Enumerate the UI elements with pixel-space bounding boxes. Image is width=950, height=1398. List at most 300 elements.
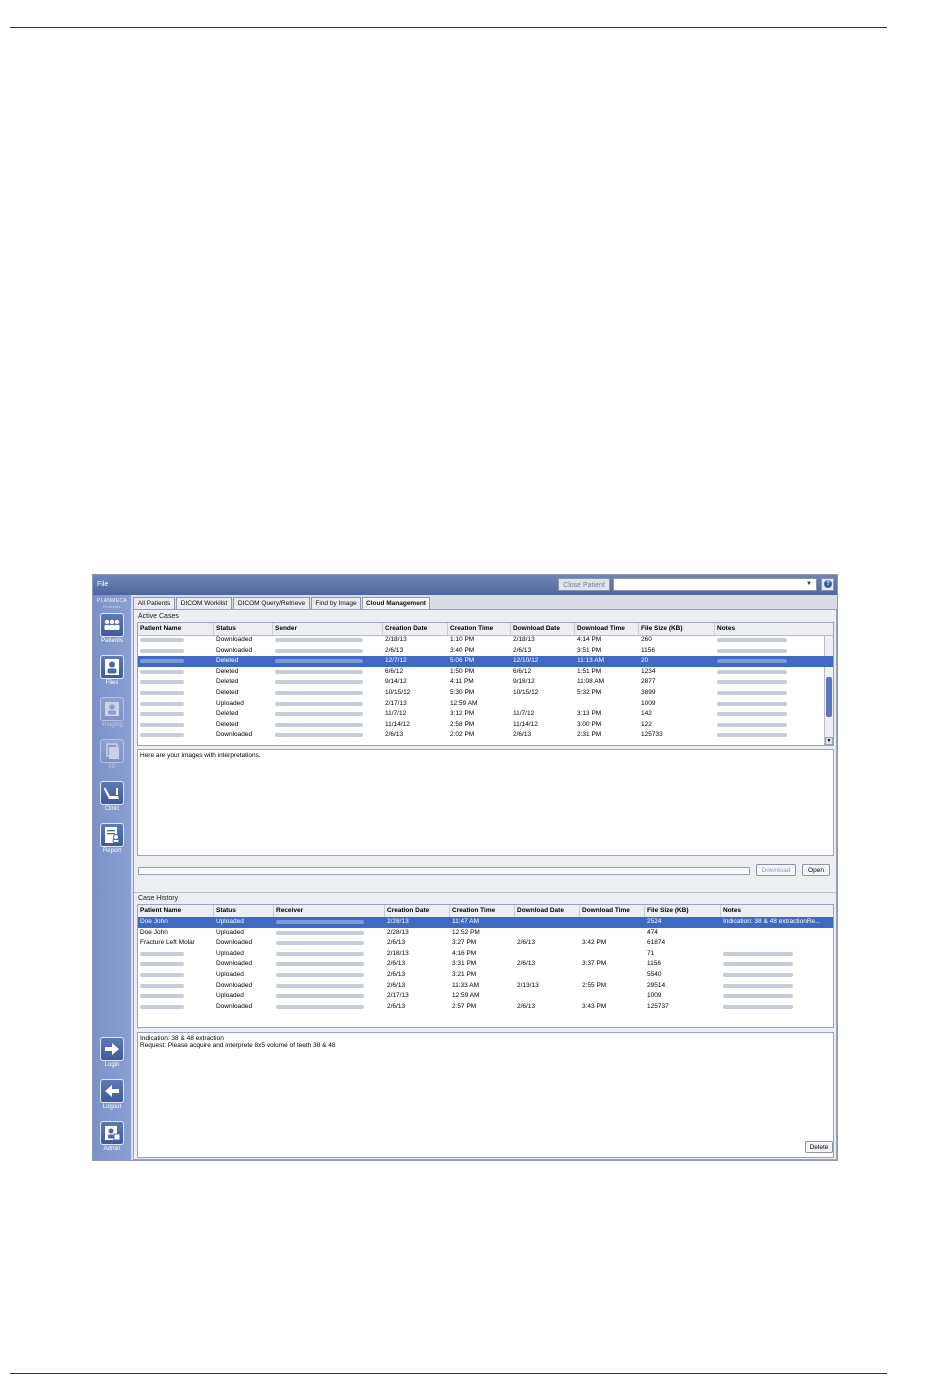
table-cell: [138, 677, 214, 688]
table-cell: 20: [641, 657, 649, 665]
table-cell: Downloaded: [216, 636, 253, 643]
sidebar-item-logout[interactable]: Logout: [93, 1079, 131, 1110]
scroll-down-icon[interactable]: ▼: [826, 738, 832, 744]
table-cell: [721, 991, 834, 1002]
table-cell: 3:43 PM: [582, 1002, 607, 1010]
table-cell: 474: [647, 928, 658, 936]
column-header[interactable]: Download Date: [515, 905, 580, 917]
redacted-text: [140, 659, 184, 663]
redacted-text: [275, 712, 363, 716]
table-cell: 2524: [647, 918, 662, 925]
redacted-text: [140, 973, 184, 977]
sidebar-item-files[interactable]: Files: [93, 655, 131, 686]
table-cell: 2:02 PM: [450, 731, 475, 739]
table-cell: Uploaded: [216, 928, 244, 936]
table-row[interactable]: [138, 699, 833, 710]
table-cell: [138, 959, 214, 970]
table-cell: [138, 1002, 214, 1013]
admin-icon: [100, 1121, 124, 1145]
table-cell: [274, 959, 385, 970]
patients-icon: [100, 613, 124, 637]
table-cell: 12:59 AM: [450, 699, 478, 707]
table-cell: 2/6/13: [387, 981, 406, 989]
table-cell: 4:16 PM: [452, 949, 477, 957]
table-cell: [721, 938, 834, 949]
column-header[interactable]: Patient Name: [138, 905, 214, 917]
table-cell: 2/17/13: [385, 699, 407, 707]
table-cell: 12:59 AM: [452, 992, 480, 1000]
column-header[interactable]: Notes: [721, 905, 834, 917]
download-progress-bar: [138, 867, 750, 875]
table-row[interactable]: [138, 970, 833, 981]
sidebar-item-admin[interactable]: Admin: [93, 1121, 131, 1152]
table-cell: [138, 949, 214, 960]
table-cell: 12:52 PM: [452, 928, 480, 936]
table-row[interactable]: [138, 667, 833, 678]
redacted-text: [276, 984, 364, 988]
table-cell: [138, 646, 214, 657]
table-cell: 2/6/13: [517, 1002, 536, 1010]
table-cell: Downloaded: [216, 939, 253, 947]
table-cell: 3:00 PM: [577, 720, 602, 728]
report-icon: [100, 823, 124, 847]
redacted-text: [275, 733, 363, 737]
table-cell: Downloaded: [216, 646, 253, 654]
table-cell: 1:10 PM: [450, 636, 475, 643]
table-cell: [580, 991, 645, 1002]
section-divider: [134, 892, 836, 893]
redacted-text: [717, 638, 787, 642]
table-cell: [715, 699, 834, 710]
table-cell: 2877: [641, 678, 656, 686]
table-cell: [138, 656, 214, 667]
message-line: Indication: 38 & 48 extraction: [140, 1035, 224, 1042]
column-header[interactable]: Download Date: [511, 623, 575, 635]
logout-arrow-icon: [100, 1079, 124, 1103]
redacted-text: [276, 931, 364, 935]
table-cell: [138, 688, 214, 699]
imaging-icon: [100, 697, 124, 721]
active-case-message[interactable]: Here are your images with interpretations.: [137, 749, 834, 856]
table-cell: 1:51 PM: [577, 667, 602, 675]
table-row[interactable]: [138, 688, 833, 699]
table-cell: [580, 970, 645, 981]
table-cell: Downloaded: [216, 981, 253, 989]
table-cell: [515, 928, 580, 939]
table-cell: [273, 688, 383, 699]
redacted-text: [276, 920, 364, 924]
sidebar: [93, 595, 131, 1160]
table-cell: 125737: [647, 1002, 669, 1010]
table-cell: [580, 928, 645, 939]
table-cell: [273, 720, 383, 731]
table-cell: [138, 991, 214, 1002]
table-cell: 5540: [647, 971, 662, 978]
table-cell: Uploaded: [216, 992, 244, 1000]
table-cell: [273, 646, 383, 657]
redacted-text: [275, 691, 363, 695]
table-cell: 29514: [647, 981, 666, 989]
table-cell: [274, 917, 385, 928]
tab-cloud-management[interactable]: Cloud Management: [362, 597, 430, 609]
table-cell: [274, 1002, 385, 1013]
table-cell: [273, 730, 383, 741]
table-cell: 3:37 PM: [582, 960, 607, 968]
column-header[interactable]: Download Time: [575, 623, 639, 635]
file-menu[interactable]: File: [97, 581, 109, 588]
page-bottom-rule: [10, 1373, 887, 1374]
redacted-text: [717, 702, 787, 706]
table-row[interactable]: [138, 635, 833, 646]
redacted-text: [140, 984, 184, 988]
table-cell: 1156: [647, 960, 661, 968]
table-cell: Fracture Left Molar: [140, 939, 195, 947]
table-cell: [274, 938, 385, 949]
table-cell: 3:40 PM: [450, 646, 475, 654]
table-cell: Doe John: [140, 928, 168, 936]
redacted-text: [276, 952, 364, 956]
table-cell: [715, 709, 834, 720]
table-row[interactable]: [138, 991, 833, 1002]
table-row[interactable]: [138, 938, 833, 949]
table-cell: [138, 635, 214, 646]
table-cell: [274, 970, 385, 981]
table-cell: 9/14/12: [385, 678, 407, 686]
column-header[interactable]: Creation Time: [448, 623, 511, 635]
table-cell: [138, 970, 214, 981]
sidebar-item-login[interactable]: Login: [93, 1037, 131, 1068]
tab-dicom-worklist[interactable]: DICOM Worklist: [176, 597, 232, 609]
table-cell: 2/6/13: [513, 731, 532, 739]
column-header[interactable]: File Size (KB): [645, 905, 721, 917]
table-cell: [580, 949, 645, 960]
column-header[interactable]: Creation Date: [385, 905, 450, 917]
redacted-text: [717, 659, 787, 663]
column-header[interactable]: Sender: [273, 623, 383, 635]
login-arrow-icon: [100, 1037, 124, 1061]
table-cell: 5:30 PM: [450, 689, 475, 696]
table-cell: Doe John: [140, 918, 168, 925]
column-header[interactable]: Download Time: [580, 905, 645, 917]
table-cell: [511, 699, 575, 710]
table-cell: 2/17/13: [387, 992, 409, 1000]
redacted-text: [140, 691, 184, 695]
active-cases-label: Active Cases: [138, 613, 179, 620]
sidebar-item-3d[interactable]: 3D: [93, 739, 131, 770]
table-cell: [273, 635, 383, 646]
table-cell: [715, 688, 834, 699]
sidebar-item-imaging[interactable]: Imaging: [93, 697, 131, 728]
table-cell: 11:13 AM: [577, 657, 604, 665]
table-row[interactable]: [138, 709, 833, 720]
table-cell: 125733: [641, 731, 663, 739]
table-cell: 260: [641, 636, 652, 643]
table-cell: 2/6/13: [517, 939, 536, 947]
redacted-text: [276, 1005, 364, 1009]
redacted-text: [140, 733, 184, 737]
table-cell: 2:58 PM: [450, 720, 475, 728]
redacted-text: [275, 702, 363, 706]
table-cell: 2/18/13: [385, 636, 407, 643]
table-cell: [138, 699, 214, 710]
table-cell: [715, 635, 834, 646]
table-cell: Downloaded: [216, 731, 253, 739]
table-cell: 2/18/13: [387, 949, 409, 957]
table-cell: [274, 949, 385, 960]
redacted-text: [723, 994, 793, 998]
table-cell: Uploaded: [216, 949, 244, 957]
table-cell: 2:31 PM: [577, 731, 602, 739]
redacted-text: [276, 941, 364, 945]
redacted-text: [140, 1005, 184, 1009]
column-header[interactable]: Creation Date: [383, 623, 448, 635]
table-row[interactable]: [138, 959, 833, 970]
column-header[interactable]: Creation Time: [450, 905, 515, 917]
redacted-text: [275, 649, 363, 653]
table-cell: 3:13 PM: [577, 710, 602, 718]
redacted-text: [723, 962, 793, 966]
table-cell: [138, 667, 214, 678]
table-cell: 2/13/13: [517, 981, 539, 989]
table-cell: Uploaded: [216, 971, 244, 978]
redacted-text: [717, 723, 787, 727]
table-cell: Indication: 38 & 48 extractionRe...: [723, 918, 821, 925]
table-cell: [721, 928, 834, 939]
table-cell: [274, 981, 385, 992]
delete-button[interactable]: Delete: [805, 1141, 833, 1153]
table-cell: [273, 699, 383, 710]
table-cell: Downloaded: [216, 1002, 253, 1010]
redacted-text: [723, 973, 793, 977]
redacted-text: [140, 952, 184, 956]
redacted-text: [140, 649, 184, 653]
table-cell: Deleted: [216, 678, 239, 686]
table-cell: 3:31 PM: [452, 960, 477, 968]
table-cell: 142: [641, 710, 652, 718]
redacted-text: [723, 1005, 793, 1009]
active-cases-table: [137, 622, 834, 746]
case-history-label: Case History: [138, 895, 179, 902]
help-icon: ?: [824, 580, 832, 588]
close-patient-button[interactable]: Close Patient: [558, 578, 610, 591]
table-cell: 2/6/13: [387, 939, 406, 947]
table-cell: 12/10/12: [513, 657, 539, 665]
table-cell: [721, 959, 834, 970]
table-cell: [138, 720, 214, 731]
table-cell: 11/7/12: [513, 710, 535, 718]
table-cell: 11:08 AM: [577, 678, 604, 686]
table-cell: 2/6/13: [387, 1002, 406, 1010]
table-cell: 2/6/13: [387, 960, 406, 968]
table-cell: 4:14 PM: [577, 636, 602, 643]
column-header[interactable]: Status: [214, 623, 273, 635]
table-cell: [715, 730, 834, 741]
table-cell: [274, 928, 385, 939]
table-cell: [515, 949, 580, 960]
table-cell: 1156: [641, 646, 655, 654]
redacted-text: [717, 733, 787, 737]
redacted-text: [275, 680, 363, 684]
table-cell: 2/6/13: [513, 646, 532, 654]
table-cell: Deleted: [216, 667, 239, 675]
table-cell: [273, 656, 383, 667]
table-cell: [715, 656, 834, 667]
column-header[interactable]: Patient Name: [138, 623, 214, 635]
table-cell: [138, 730, 214, 741]
table-cell: [715, 677, 834, 688]
table-cell: [515, 970, 580, 981]
table-cell: 122: [641, 720, 652, 728]
table-cell: 3899: [641, 689, 656, 696]
table-cell: [721, 981, 834, 992]
redacted-text: [723, 952, 793, 956]
table-cell: 3:12 PM: [450, 710, 475, 718]
table-cell: 2/6/13: [387, 971, 406, 978]
table-cell: [515, 917, 580, 928]
table-cell: 12/7/12: [385, 657, 407, 665]
table-cell: Deleted: [216, 710, 239, 718]
redacted-text: [140, 702, 184, 706]
table-cell: 2/6/13: [517, 960, 536, 968]
redacted-text: [275, 638, 363, 642]
table-cell: 1009: [647, 992, 662, 1000]
sidebar-item-patients[interactable]: Patients: [93, 613, 131, 644]
table-cell: Deleted: [216, 689, 239, 696]
redacted-text: [140, 712, 184, 716]
message-line: Request: Please acquire and interprete 8x5 volume of teeth 38 & 48: [140, 1042, 336, 1049]
planmeca-logo: PLANMECA Romexis: [97, 598, 127, 609]
table-cell: 2:57 PM: [452, 1002, 477, 1010]
table-cell: 71: [647, 949, 655, 957]
table-cell: [575, 699, 639, 710]
table-cell: 11:33 AM: [452, 981, 479, 989]
case-history-message[interactable]: [137, 1032, 834, 1158]
redacted-text: [140, 962, 184, 966]
redacted-text: [140, 638, 184, 642]
table-cell: 1009: [641, 699, 656, 707]
column-header[interactable]: File Size (KB): [639, 623, 715, 635]
table-cell: 1234: [641, 667, 656, 675]
table-cell: 2:55 PM: [582, 981, 607, 989]
column-header[interactable]: Notes: [715, 623, 834, 635]
table-cell: 11:47 AM: [452, 918, 479, 925]
3d-icon: [100, 739, 124, 763]
table-cell: 2/18/13: [513, 636, 535, 643]
table-cell: 11/7/12: [385, 710, 407, 718]
download-button[interactable]: Download: [756, 864, 796, 876]
redacted-text: [717, 670, 787, 674]
table-row[interactable]: [138, 928, 833, 939]
dental-chair-icon: [100, 781, 124, 805]
table-row[interactable]: [138, 730, 833, 741]
table-cell: 4:11 PM: [450, 678, 474, 686]
title-bar: [93, 575, 837, 595]
table-cell: [715, 667, 834, 678]
table-cell: Uploaded: [216, 918, 244, 925]
redacted-text: [276, 994, 364, 998]
table-cell: 9/18/12: [513, 678, 535, 686]
table-cell: [580, 917, 645, 928]
table-row[interactable]: [138, 646, 833, 657]
sidebar-item-report[interactable]: Report: [93, 823, 131, 854]
table-cell: 3:21 PM: [452, 971, 477, 978]
sidebar-item-clinic[interactable]: Clinic: [93, 781, 131, 812]
table-cell: Downloaded: [216, 960, 253, 968]
table-row[interactable]: [138, 949, 833, 960]
tab-find-by-image[interactable]: Find by Image: [311, 597, 361, 609]
redacted-text: [276, 973, 364, 977]
table-cell: 10/15/12: [385, 689, 411, 696]
table-cell: 3:27 PM: [452, 939, 477, 947]
help-button[interactable]: [821, 578, 834, 591]
case-history-table: [137, 904, 834, 1028]
table-cell: 6/6/12: [385, 667, 404, 675]
column-header[interactable]: Receiver: [274, 905, 385, 917]
table-cell: Deleted: [216, 720, 239, 728]
table-row[interactable]: [138, 1002, 833, 1013]
table-cell: [273, 667, 383, 678]
table-cell: Uploaded: [216, 699, 244, 707]
patient-file-icon: [100, 655, 124, 679]
open-button[interactable]: Open: [802, 864, 830, 876]
table-cell: 5:06 PM: [450, 657, 475, 665]
column-header[interactable]: Status: [214, 905, 274, 917]
table-cell: [138, 709, 214, 720]
table-cell: [715, 720, 834, 731]
table-row[interactable]: [138, 917, 833, 928]
redacted-text: [717, 691, 787, 695]
table-cell: [721, 1002, 834, 1013]
chevron-down-icon: ▼: [806, 581, 812, 587]
table-row[interactable]: [138, 677, 833, 688]
table-cell: 2/6/13: [385, 646, 404, 654]
tab-all-patients[interactable]: All Patients: [133, 597, 175, 609]
table-cell: 2/28/13: [387, 918, 409, 925]
table-cell: [273, 677, 383, 688]
redacted-text: [140, 670, 184, 674]
table-cell: [273, 709, 383, 720]
table-row[interactable]: [138, 720, 833, 731]
cloud-management-panel: [133, 609, 837, 1160]
redacted-text: [723, 984, 793, 988]
table-row[interactable]: [138, 981, 833, 992]
table-cell: 10/15/12: [513, 689, 539, 696]
table-cell: 3:51 PM: [577, 646, 602, 654]
redacted-text: [717, 680, 787, 684]
redacted-text: [140, 994, 184, 998]
table-cell: [715, 646, 834, 657]
table-cell: 11/14/12: [513, 720, 538, 728]
romexis-window: [92, 574, 838, 1161]
redacted-text: [717, 649, 787, 653]
redacted-text: [275, 659, 363, 663]
table-cell: [515, 991, 580, 1002]
table-cell: 6/6/12: [513, 667, 532, 675]
redacted-text: [140, 680, 184, 684]
table-cell: 61874: [647, 939, 666, 947]
patient-select-dropdown[interactable]: [613, 578, 817, 591]
redacted-text: [275, 670, 363, 674]
page-top-rule: [10, 27, 887, 28]
table-row[interactable]: [138, 656, 833, 667]
table-cell: [721, 970, 834, 981]
table-cell: [721, 949, 834, 960]
redacted-text: [717, 712, 787, 716]
tab-dicom-query-retrieve[interactable]: DICOM Query/Retrieve: [233, 597, 310, 609]
table-cell: 3:42 PM: [582, 939, 607, 947]
table-cell: [138, 981, 214, 992]
table-cell: 1:50 PM: [450, 667, 475, 675]
